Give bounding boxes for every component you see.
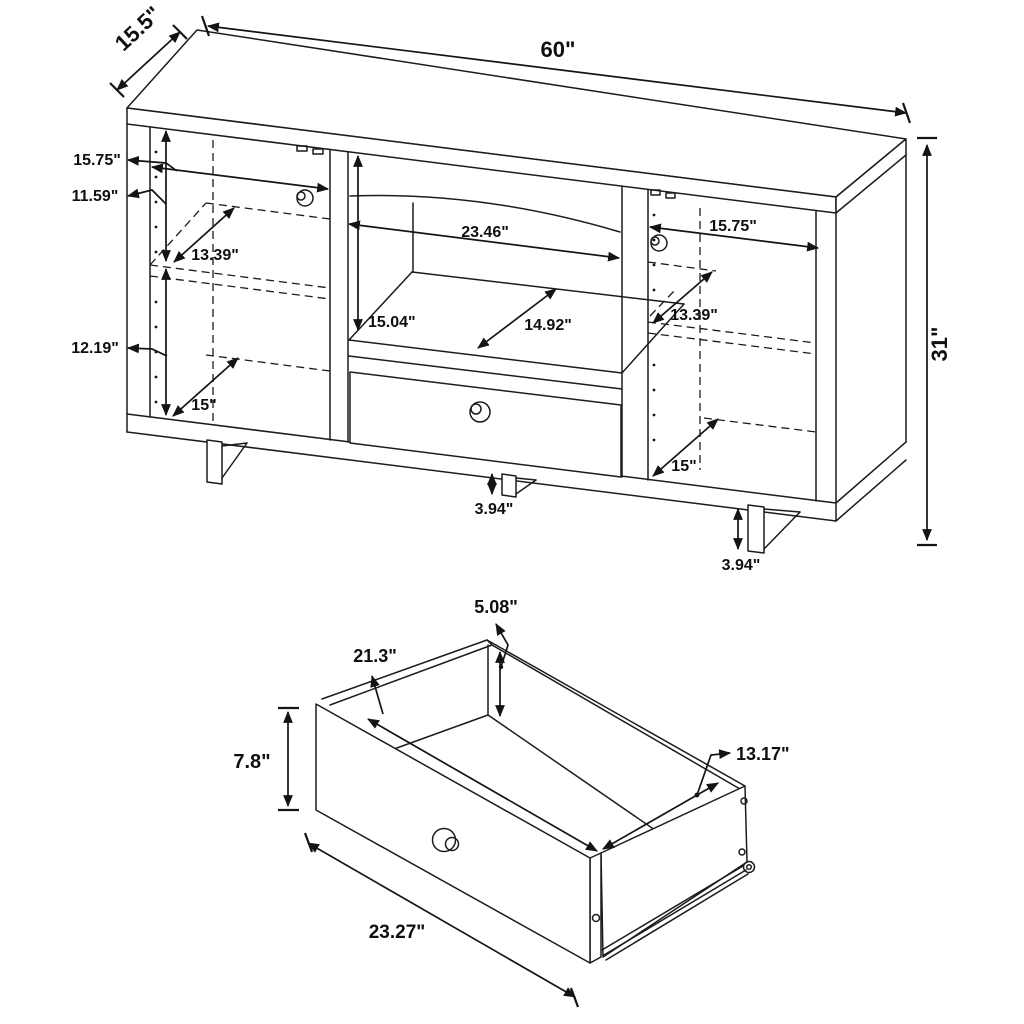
dim-label-drawer-inner-width: 21.3" — [353, 646, 397, 666]
dim-label-left-upper-height: 11.59" — [71, 188, 119, 205]
left-compartment — [150, 140, 330, 424]
dim-label-overall-height: 31" — [927, 326, 952, 362]
dim-label-top-width: 60" — [540, 37, 576, 62]
hinge-plate-icon — [297, 146, 307, 151]
cabinet-top-panel — [127, 30, 906, 213]
dim-label-left-lower-height: 12.19" — [71, 340, 119, 357]
dim-label-right-shelf-depth: 13.39" — [670, 307, 718, 324]
left-door-knob — [297, 190, 313, 206]
drawer-diagram — [233, 597, 789, 1007]
center-drawer-front — [350, 372, 621, 477]
dim-label-right-width: 15.75" — [709, 218, 757, 235]
drawer-box — [316, 640, 755, 963]
dim-label-drawer-front-width: 23.27" — [368, 922, 426, 943]
dim-label-left-width: 15.75" — [73, 152, 121, 169]
cabinet-diagram — [71, 1, 952, 574]
dim-label-mid-shelf-depth: 14.92" — [524, 317, 572, 334]
hinge-plate-icon — [651, 190, 660, 195]
hinge-plate-icon — [666, 193, 675, 198]
dim-label-right-floor-depth: 15" — [671, 458, 697, 475]
dim-label-top-depth: 15.5" — [109, 1, 166, 56]
dim-label-drawer-inner-depth: 13.17" — [736, 744, 790, 764]
dim-label-drawer-inner-height: 5.08" — [474, 597, 518, 617]
dim-label-left-floor-depth: 15" — [191, 397, 217, 414]
dim-label-left-shelf-depth: 13.39" — [191, 247, 239, 264]
rail-roller-icon — [744, 862, 755, 873]
hinge-plate-icon — [313, 149, 323, 154]
dim-label-mid-width: 23.46" — [461, 224, 509, 241]
drawer-side-panel — [601, 786, 747, 957]
middle-compartment — [349, 195, 684, 477]
dim-label-leg-right: 3.94" — [721, 557, 761, 574]
right-door-knob — [651, 235, 667, 251]
dim-label-mid-height: 15.04" — [368, 314, 416, 331]
dim-label-leg-center: 3.94" — [474, 501, 514, 518]
dim-label-drawer-front-height: 7.8" — [233, 751, 271, 773]
